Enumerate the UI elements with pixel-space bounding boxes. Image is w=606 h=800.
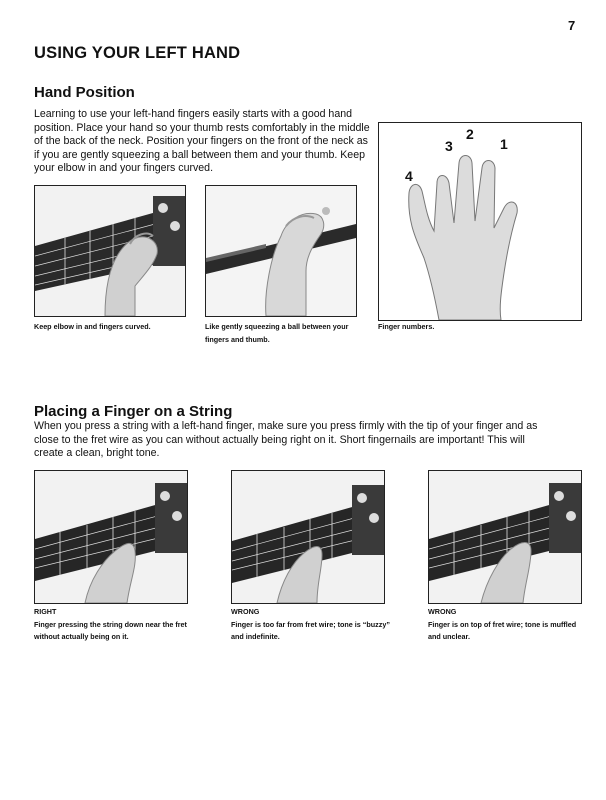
caption-elbow-in: Keep elbow in and fingers curved.	[34, 322, 151, 331]
finger-label-2: 2	[466, 126, 474, 142]
photo-squeeze-ball	[205, 185, 357, 317]
caption-wrong-on-fret	[428, 606, 588, 644]
photo-elbow-in	[34, 185, 186, 317]
photo-right	[34, 470, 188, 604]
ukulele-neck-thumb-illustration	[206, 186, 356, 316]
page-number: 7	[568, 18, 576, 33]
caption-wrong-far-label: WRONG	[231, 607, 260, 616]
caption-wrong-on-fret-text: Finger is on top of fret wire; tone is muffled and unclear.	[428, 619, 577, 641]
caption-finger-numbers: Finger numbers.	[378, 322, 435, 331]
caption-right	[34, 606, 199, 644]
fretting-on-fret-illustration	[429, 471, 581, 603]
caption-wrong-far-text: Finger is too far from fret wire; tone is “buzzy” and indefinite.	[231, 619, 390, 641]
caption-right-text: Finger pressing the string down near the fret without actually being on it.	[34, 619, 187, 641]
photo-finger-numbers	[378, 122, 582, 321]
placing-finger-text: When you press a string with a left-hand finger, make sure you press firmly with the tip of your finger and as close to the fret wire as you can without actually being right on it. Short fingernails are important! This will create a clean, bright tone.	[34, 420, 538, 460]
photo-wrong-on-fret	[428, 470, 582, 604]
open-hand-illustration	[379, 123, 581, 320]
hand-position-text: Learning to use your left-hand fingers easily starts with a good hand position. Place your hand so your thumb rests comfortably in the middle of the back of the neck. Position your fingers on the front of the neck as if you are gently squeezing a ball between them and your thumb. Keep your elbow in and your fingers curved.	[34, 108, 370, 175]
hand-position-heading: Hand Position	[34, 84, 135, 101]
finger-label-1: 1	[500, 136, 508, 152]
finger-label-3: 3	[445, 138, 453, 154]
caption-wrong-on-fret-label: WRONG	[428, 607, 457, 616]
caption-squeeze-ball: Like gently squeezing a ball between your fingers and thumb.	[205, 322, 349, 344]
photo-wrong-far	[231, 470, 385, 604]
caption-right-label: RIGHT	[34, 607, 57, 616]
caption-wrong-far	[231, 606, 391, 644]
finger-label-4: 4	[405, 168, 413, 184]
fretting-right-illustration	[35, 471, 187, 603]
fretting-far-illustration	[232, 471, 384, 603]
page-title: USING YOUR LEFT HAND	[34, 44, 241, 62]
ukulele-neck-hand-illustration	[35, 186, 185, 316]
placing-finger-heading: Placing a Finger on a String	[34, 403, 233, 420]
